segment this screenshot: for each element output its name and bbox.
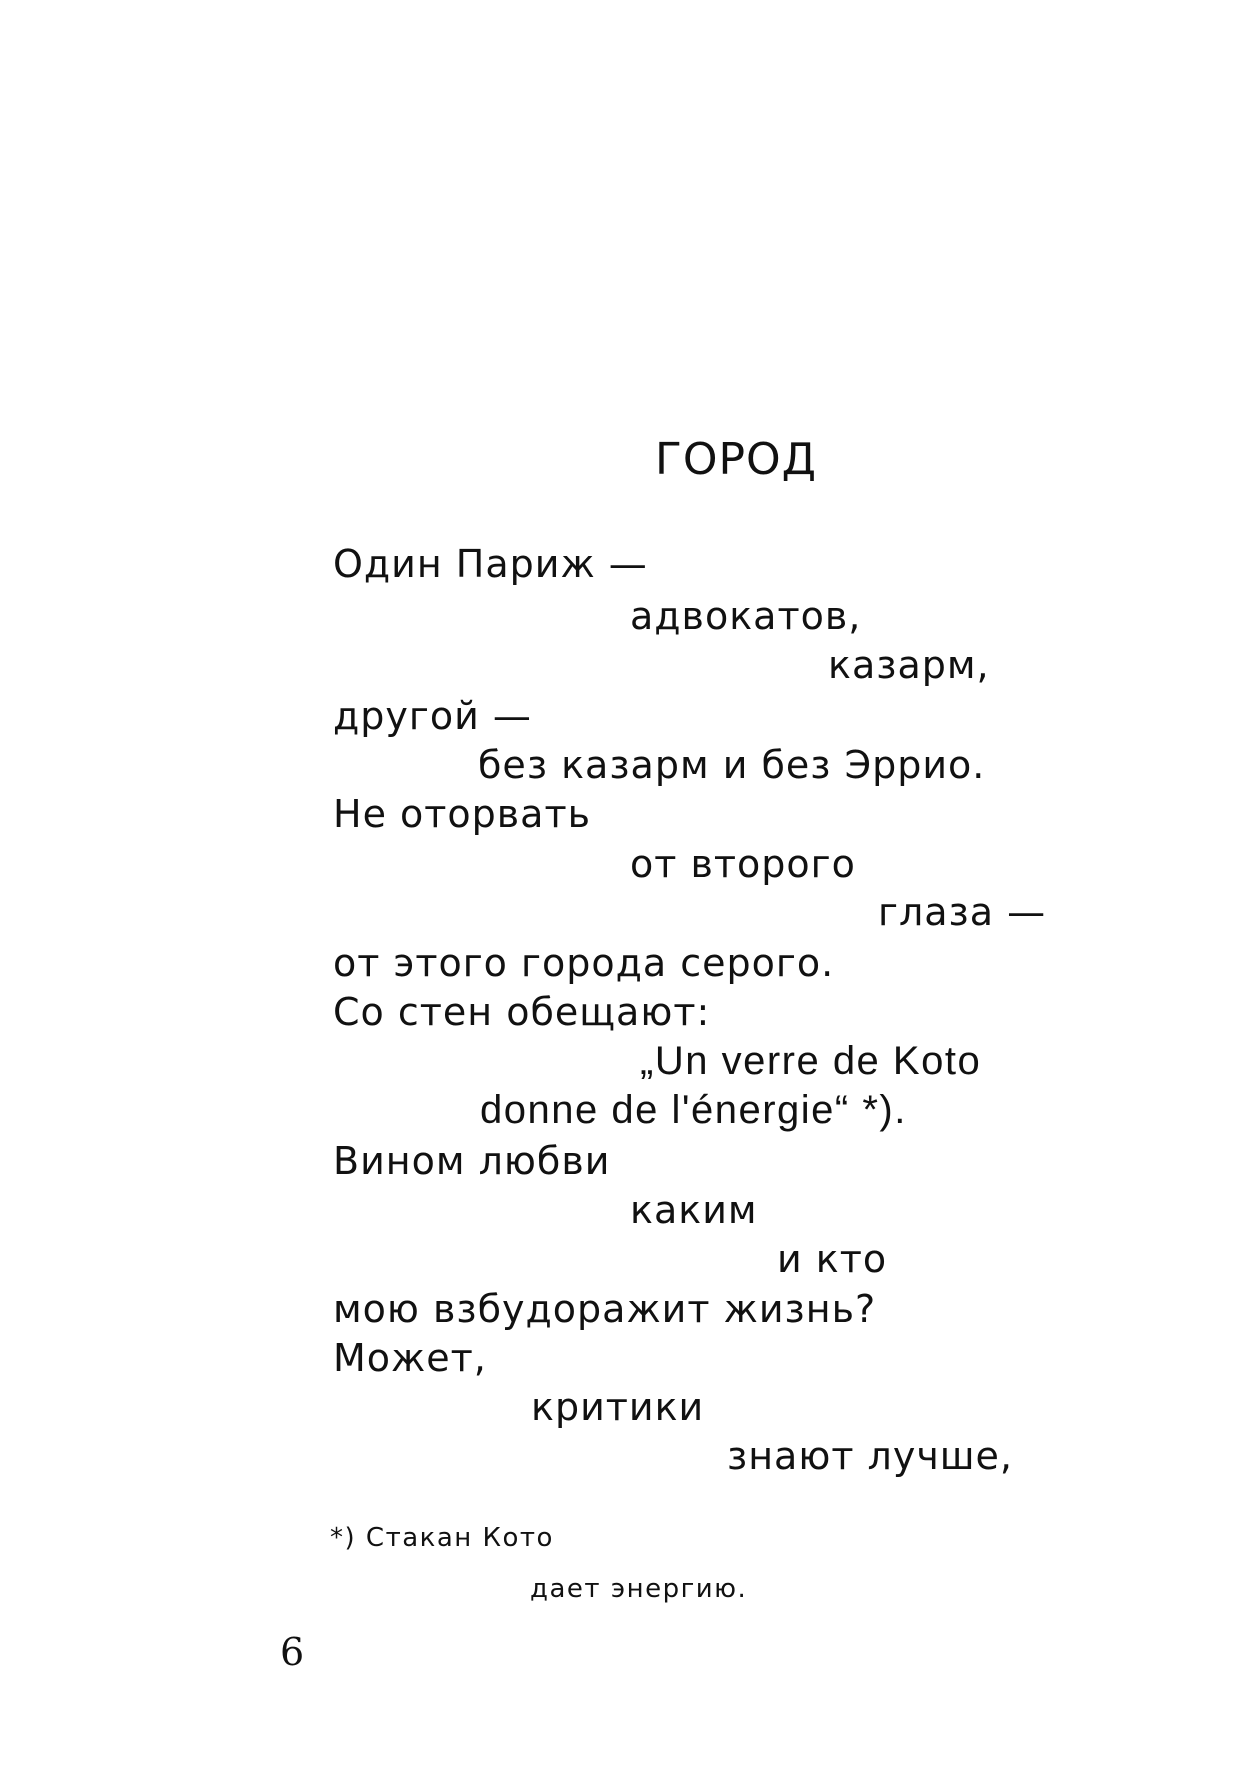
- poem-line: без казарм и без Эррио.: [478, 743, 986, 787]
- poem-line: Со стен обещают:: [333, 990, 711, 1034]
- poem-line: и кто: [777, 1237, 888, 1281]
- poem-line: Вином любви: [333, 1139, 611, 1183]
- poem-line: адвокатов,: [630, 594, 862, 638]
- poem-title: ГОРОД: [655, 434, 818, 485]
- poem-line: мою взбудоражит жизнь?: [333, 1287, 877, 1331]
- poem-line-french: donne de l'énergie“ *).: [480, 1088, 907, 1132]
- poem-line: каким: [630, 1188, 758, 1232]
- poem-line-french: „Un verre de Koto: [640, 1039, 982, 1083]
- poem-line: знают лучше,: [727, 1434, 1013, 1478]
- poem-line: Не оторвать: [333, 792, 591, 836]
- footnote-line: дает энергию.: [530, 1574, 748, 1604]
- poem-line: от второго: [630, 842, 856, 886]
- poem-line: Может,: [333, 1336, 487, 1380]
- poem-line: от этого города серого.: [333, 941, 835, 985]
- poem-line: глаза —: [878, 890, 1047, 934]
- poem-line: критики: [531, 1385, 705, 1429]
- poem-line: другой —: [333, 694, 532, 738]
- poem-line: Один Париж —: [333, 542, 648, 586]
- footnote-line: *) Стакан Кото: [330, 1523, 554, 1553]
- page-number: 6: [280, 1630, 305, 1674]
- poem-line: казарм,: [828, 643, 990, 687]
